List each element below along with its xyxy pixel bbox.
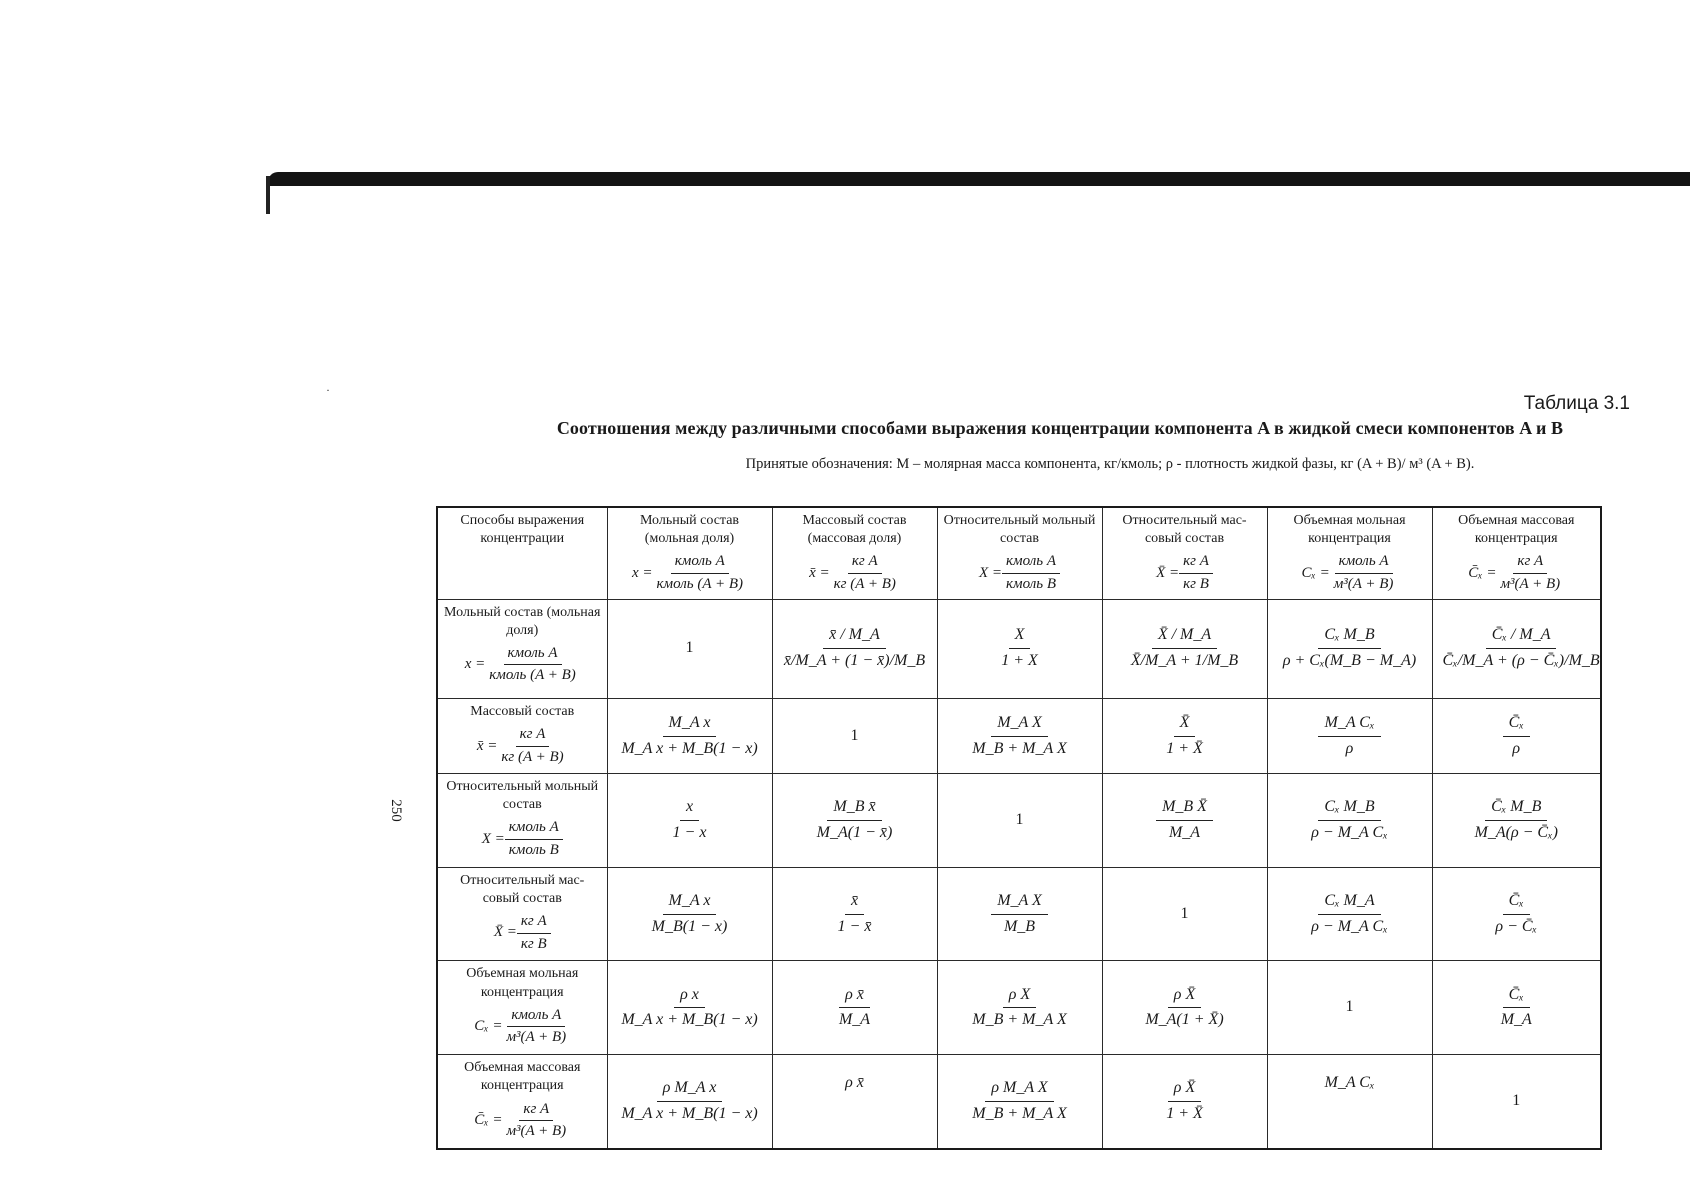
formula-numerator: кмоль A [1002, 552, 1060, 574]
formula-fraction [1330, 552, 1398, 594]
formula-denominator: ρ [1345, 739, 1354, 757]
formula-numerator: C̄ₓ [1503, 985, 1530, 1009]
formula-numerator: M_A Cₓ [1318, 713, 1380, 737]
column-label: Массовый состав (массовая доля) [802, 513, 907, 547]
formula-denominator: ρ − C̄ₓ [1495, 917, 1538, 935]
formula-numerator: X [1009, 625, 1031, 649]
table-cell [772, 961, 937, 1055]
formula-lhs: Cₓ = [1301, 564, 1330, 581]
conversion-formula [615, 713, 763, 760]
row-label: Относительный мольный состав [446, 778, 599, 813]
formula-denominator: X̄/M_A + 1/M_B [1130, 652, 1239, 670]
table-cell [1267, 773, 1432, 867]
table-cell [1432, 961, 1601, 1055]
formula-numerator: ρ M_A x [657, 1078, 723, 1102]
conversion-formula [615, 985, 763, 1032]
formula-fraction [1179, 552, 1213, 594]
conversion-formula [1160, 713, 1209, 760]
formula-numerator: кмоль A [1335, 552, 1393, 574]
identity-value: 1 [1015, 810, 1024, 828]
formula-denominator: M_B [1003, 917, 1036, 935]
column-header [772, 507, 937, 599]
formula-numerator: M_B x̄ [827, 797, 881, 821]
table-row [437, 961, 1601, 1055]
conversion-formula [811, 797, 899, 844]
formula-numerator: кмоль A [507, 1006, 565, 1028]
conversion-formula [832, 891, 878, 938]
formula-numerator: ρ X [1003, 985, 1036, 1009]
definition-formula [465, 644, 580, 686]
table-cell [1102, 867, 1267, 961]
row-label: Относительный мас-совый состав [460, 872, 585, 906]
formula-lhs: x = [464, 656, 486, 673]
definition-formula [1468, 552, 1564, 594]
identity-value: 1 [850, 726, 859, 744]
formula-numerator: кг A [517, 912, 551, 934]
formula-denominator: M_A [1500, 1011, 1532, 1029]
conversion-formula [995, 625, 1044, 672]
conversion-formula [1469, 797, 1564, 844]
column-label: Относительный мольный состав [943, 513, 1096, 547]
formula-denominator: M_A(1 − x̄) [816, 823, 893, 841]
formula-denominator: M_A x + M_B(1 − x) [621, 1011, 758, 1029]
row-label: Объемная мольная концентрация [466, 966, 579, 1000]
conversion-formula [1160, 1078, 1209, 1125]
conversion-formula [1305, 797, 1394, 844]
formula-denominator: кг B [1183, 575, 1209, 592]
conversion-formula [991, 891, 1048, 938]
conversion-formula [1156, 797, 1213, 844]
identity-value: 1 [685, 639, 694, 657]
document-title: Соотношения между различными способами выражения концентрации компонента A в жидкой смеси компонентов A и B [556, 418, 1564, 438]
formula-fraction [497, 725, 567, 767]
formula-lhs: x = [631, 564, 653, 581]
formula-denominator: 1 + X̄ [1166, 1105, 1203, 1123]
conversion-formula [1139, 985, 1229, 1032]
formula-expression: M_A Cₓ [1324, 1074, 1375, 1092]
formula-denominator: ρ + Cₓ(M_B − M_A) [1282, 652, 1417, 670]
formula-numerator: X̄ [1174, 713, 1196, 737]
formula-numerator: M_A X [991, 713, 1048, 737]
table-cell [772, 867, 937, 961]
row-label: Мольный состав (мольная доля) [444, 604, 601, 638]
conversion-formula [1277, 625, 1422, 672]
notation-line: Принятые обозначения: M – молярная масса компонента, кг/кмоль; ρ - плотность жидкой фазы, кг (A + B)/ м³ (A + B). [745, 456, 1475, 472]
formula-denominator: м³(A + B) [506, 1123, 567, 1140]
table-cell [772, 773, 937, 867]
formula-numerator: кмоль A [505, 818, 563, 840]
formula-fraction [1002, 552, 1060, 594]
row-label: Массовый состав [470, 704, 575, 720]
formula-numerator: C̄ₓ / M_A [1486, 625, 1557, 649]
definition-formula [474, 1100, 570, 1142]
column-header [607, 507, 772, 599]
formula-numerator: M_B X̄ [1156, 797, 1213, 821]
table-row [437, 599, 1601, 699]
top-thick-rule [268, 172, 1690, 186]
formula-numerator: M_A x [663, 713, 717, 737]
table-cell [607, 961, 772, 1055]
formula-numerator: ρ x [674, 985, 705, 1009]
formula-numerator: ρ X̄ [1168, 1078, 1201, 1102]
formula-denominator: кг (A + B) [501, 748, 564, 765]
conversion-formula [1305, 891, 1394, 938]
table-cell [1102, 599, 1267, 699]
table-cell [937, 867, 1102, 961]
formula-denominator: ρ − M_A Cₓ [1311, 917, 1388, 935]
formula-denominator: M_B(1 − x) [651, 917, 728, 935]
formula-numerator: M_A X [991, 891, 1048, 915]
formula-denominator: M_A [1168, 823, 1201, 841]
formula-lhs: x̄ = [809, 564, 830, 581]
identity-value: 1 [1345, 998, 1354, 1016]
formula-numerator: C̄ₓ [1503, 713, 1530, 737]
definition-formula [482, 818, 563, 860]
formula-denominator: M_B + M_A X [972, 1105, 1067, 1123]
conversion-formula [1318, 713, 1380, 760]
formula-numerator: ρ M_A X [985, 1078, 1053, 1102]
formula-lhs: X̄ = [1156, 564, 1180, 581]
table-cell [772, 1055, 937, 1149]
definition-formula [1302, 552, 1398, 594]
column-label: Относительный мас-совый состав [1122, 513, 1247, 547]
definition-formula [1156, 552, 1213, 594]
formula-denominator: кмоль (A + B) [489, 667, 576, 684]
formula-lhs: X = [481, 830, 505, 847]
formula-numerator: C̄ₓ M_B [1485, 797, 1547, 821]
formula-numerator: кг A [1513, 552, 1547, 574]
formula-numerator: кг A [1179, 552, 1213, 574]
table-row [437, 773, 1601, 867]
table-row [437, 699, 1601, 774]
formula-numerator: C̄ₓ [1503, 891, 1530, 915]
formula-denominator: ρ − M_A Cₓ [1311, 823, 1388, 841]
formula-denominator: м³(A + B) [506, 1029, 567, 1046]
formula-numerator: Cₓ M_B [1318, 797, 1380, 821]
identity-value: 1 [1180, 904, 1189, 922]
formula-lhs: C̄ₓ = [474, 1111, 503, 1128]
table-cell [1102, 1055, 1267, 1149]
table-label: Таблица 3.1 [1523, 393, 1630, 414]
table-cell [607, 599, 772, 699]
table-cell [1267, 699, 1432, 774]
scan-speck: · [326, 383, 330, 397]
row-label: Объемная массовая концентрация [464, 1060, 581, 1094]
table-cell [772, 699, 937, 774]
formula-denominator: M_A x + M_B(1 − x) [621, 1105, 758, 1123]
conversion-formula [1125, 625, 1244, 672]
table-cell [937, 773, 1102, 867]
table-row [437, 1055, 1601, 1149]
conversion-formula [778, 625, 931, 672]
formula-denominator: M_A(1 + X̄) [1145, 1011, 1224, 1029]
table-cell [937, 1055, 1102, 1149]
corner-header: Способы выражения концентрации [437, 507, 607, 599]
row-header [437, 599, 607, 699]
formula-denominator: кмоль B [1006, 575, 1057, 592]
row-header [437, 961, 607, 1055]
formula-denominator: кмоль B [508, 841, 559, 858]
formula-denominator: M_B + M_A X [972, 1011, 1067, 1029]
formula-denominator: C̄ₓ/M_A + (ρ − C̄ₓ)/M_B [1442, 652, 1600, 670]
column-header [1102, 507, 1267, 599]
table-row [437, 867, 1601, 961]
concentration-table [436, 506, 1602, 1150]
table-cell [1267, 1055, 1432, 1149]
identity-value: 1 [1512, 1092, 1521, 1110]
formula-fraction [653, 552, 748, 594]
row-header [437, 867, 607, 961]
conversion-formula [667, 797, 713, 844]
header-row [437, 507, 1601, 599]
formula-denominator: M_A(ρ − C̄ₓ) [1474, 823, 1558, 841]
formula-lhs: Cₓ = [474, 1018, 503, 1035]
formula-fraction [502, 1100, 570, 1142]
page-number: 250 [387, 799, 404, 822]
formula-numerator: X̄ / M_A [1152, 625, 1217, 649]
table-cell [607, 867, 772, 961]
definition-formula [809, 552, 900, 594]
definition-formula [979, 552, 1060, 594]
top-rule-hook [266, 176, 270, 214]
formula-denominator: кг B [520, 935, 547, 952]
formula-numerator: M_A x [663, 891, 717, 915]
table-cell [772, 599, 937, 699]
formula-lhs: C̄ₓ = [1468, 564, 1497, 581]
formula-denominator: 1 − x̄ [837, 917, 872, 935]
formula-numerator: x̄ / M_A [823, 625, 886, 649]
formula-numerator: ρ X̄ [1168, 985, 1201, 1009]
table-cell [1432, 699, 1601, 774]
table-cell [1432, 867, 1601, 961]
formula-numerator: кг A [848, 552, 882, 574]
formula-denominator: M_A x + M_B(1 − x) [621, 739, 758, 757]
definition-formula [477, 725, 568, 767]
row-header [437, 699, 607, 774]
formula-lhs: X̄ = [493, 924, 517, 941]
table-cell [1102, 773, 1267, 867]
formula-denominator: кмоль (A + B) [656, 575, 744, 592]
formula-fraction [505, 818, 563, 860]
table-cell [607, 1055, 772, 1149]
formula-denominator: x̄/M_A + (1 − x̄)/M_B [783, 652, 926, 670]
table-cell [1102, 699, 1267, 774]
conversion-formula [966, 985, 1072, 1032]
formula-fraction [485, 644, 580, 686]
table-cell [1432, 599, 1601, 699]
conversion-formula [1503, 713, 1530, 760]
formula-numerator: ρ x̄ [839, 985, 870, 1009]
conversion-formula [1489, 891, 1543, 938]
formula-numerator: x̄ [845, 891, 864, 915]
table-cell [1102, 961, 1267, 1055]
formula-denominator: M_B + M_A X [972, 739, 1067, 757]
formula-numerator: x [680, 797, 699, 821]
formula-numerator: Cₓ M_A [1318, 891, 1380, 915]
formula-numerator: кмоль A [671, 552, 729, 574]
column-header [937, 507, 1102, 599]
formula-denominator: M_A [838, 1011, 871, 1029]
table-cell [607, 773, 772, 867]
column-header [1432, 507, 1601, 599]
formula-denominator: 1 + X̄ [1166, 739, 1203, 757]
formula-lhs: x̄ = [476, 737, 498, 754]
formula-denominator: 1 + X [1001, 652, 1038, 670]
column-label: Объемная мольная концентрация [1293, 513, 1406, 547]
row-header [437, 773, 607, 867]
row-header [437, 1055, 607, 1149]
column-header [1267, 507, 1432, 599]
definition-formula [474, 1006, 570, 1048]
conversion-formula [615, 1078, 763, 1125]
formula-numerator: Cₓ M_B [1318, 625, 1380, 649]
conversion-formula [833, 985, 876, 1032]
formula-expression: ρ x̄ [845, 1074, 864, 1092]
table-cell [937, 699, 1102, 774]
table-cell [1267, 867, 1432, 961]
formula-fraction [1496, 552, 1564, 594]
conversion-formula [646, 891, 734, 938]
table-cell [1432, 773, 1601, 867]
column-label: Объемная массовая концентрация [1458, 513, 1575, 547]
table-cell [1267, 599, 1432, 699]
definition-formula [632, 552, 747, 594]
table-cell [937, 599, 1102, 699]
formula-numerator: кг A [516, 725, 550, 747]
table-cell [1432, 1055, 1601, 1149]
formula-denominator: ρ [1512, 739, 1521, 757]
formula-lhs: X = [978, 564, 1003, 581]
table-cell [607, 699, 772, 774]
formula-numerator: кг A [519, 1100, 553, 1122]
formula-numerator: кмоль A [504, 644, 562, 666]
column-label: Мольный состав (мольная доля) [639, 513, 740, 547]
conversion-formula [1495, 985, 1538, 1032]
conversion-formula [966, 1078, 1072, 1125]
table-cell [937, 961, 1102, 1055]
formula-fraction [830, 552, 900, 594]
formula-denominator: м³(A + B) [1500, 575, 1561, 592]
formula-fraction [502, 1006, 570, 1048]
formula-denominator: м³(A + B) [1333, 575, 1394, 592]
table-cell [1267, 961, 1432, 1055]
definition-formula [494, 912, 551, 954]
conversion-formula [966, 713, 1072, 760]
formula-denominator: 1 − x [672, 823, 707, 841]
conversion-formula [1437, 625, 1606, 672]
formula-fraction [517, 912, 551, 954]
formula-denominator: кг (A + B) [833, 575, 896, 592]
